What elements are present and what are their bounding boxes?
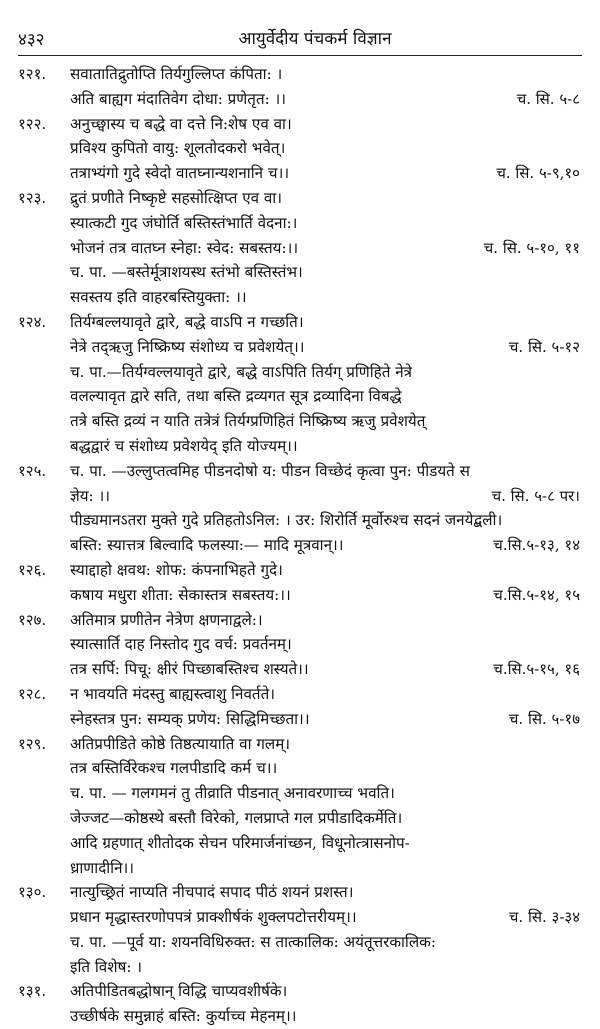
verse-line-text: प्रविश्य कुपितो वायु: शूलतोदकरो भवेत्। — [70, 139, 286, 158]
source-reference: च. सि. ५-१०, ११ — [478, 236, 580, 261]
verse-line — [0, 732, 600, 757]
verse-line-text: उच्छीर्षके समुन्नाहं बस्ति: कुर्याच्च मेहनम्।। — [70, 1007, 297, 1026]
verse-line — [0, 136, 600, 161]
source-reference: च. सि. ५-९,१० — [490, 161, 580, 186]
source-reference: च. सि. ५-१७ — [503, 707, 580, 732]
verse-block — [0, 459, 600, 558]
verse-number: १३१. — [18, 982, 47, 1001]
verse-line — [0, 781, 600, 806]
verse-line — [0, 608, 600, 633]
verse-line — [0, 856, 600, 881]
page-header — [0, 0, 600, 56]
verse-line-text: स्यात्कटी गुद जंघोर्ति बस्तिस्तंभार्ति वेदना:। — [70, 213, 298, 232]
verse-number: १२६. — [18, 560, 47, 579]
verse-line-text: प्रधान मृद्धास्तरणोपपत्रं प्राक्शीर्षकं शुक्लपटोत्तरीयम्।। — [70, 908, 357, 927]
verse-number: १२३. — [18, 188, 47, 207]
verse-line-text: सवस्तय इति वाहरबस्तियुक्ता: ।। — [70, 288, 247, 307]
verse-block — [0, 979, 600, 1029]
verse-line — [0, 979, 600, 1004]
source-reference: च.सि.५-१५, १६ — [487, 657, 580, 682]
verse-line-text: अति बाह्यग मंदातिवेग दोधा: प्रणेतृत: ।। — [70, 89, 287, 108]
verse-block — [0, 186, 600, 310]
verse-line — [0, 384, 600, 409]
verse-line-text: च. पा. —पूर्व या: शयनविधिरुक्त: स तात्कालिक: अयंतूत्तरकालिक: — [70, 932, 436, 951]
verse-line — [0, 905, 600, 930]
verse-line-text: अतिप्रपीडिते कोष्ठे तिष्ठत्यायाति वा गलम्। — [70, 734, 291, 753]
verse-line-text: बस्ति: स्यात्तत्र बिल्वादि फलस्या:— मादि मूत्रवान्।। — [70, 536, 344, 555]
verse-line-text: जेज्जट—कोष्ठस्थे बस्तौ विरेको, गलप्राप्ते गल प्रपीडादिकर्मेति। — [70, 808, 403, 827]
verse-line — [0, 360, 600, 385]
verse-line-text: तत्र सर्पि: पिचू: क्षीरं पिच्छाबस्तिश्च शस्यते।। — [70, 660, 309, 679]
verse-line — [0, 236, 600, 261]
verse-line — [0, 186, 600, 211]
verse-line-text: स्यात्सार्ति दाह निस्तोद गुद वर्च: प्रवर्तनम्। — [70, 635, 292, 654]
verse-line-text: कषाय मधुरा शीता: सेकास्तत्र सबस्तय:।। — [70, 585, 291, 604]
verse-line — [0, 831, 600, 856]
verse-line-text: स्नेहस्तत्र पुन: सम्यक् प्रणेय: सिद्धिमिच्छता।। — [70, 709, 310, 728]
verse-line-text: सवातातिद्रुतोप्ति तिर्यगुल्लिप्त कंपिता: । — [70, 65, 283, 83]
verse-block — [0, 310, 600, 459]
verse-block — [0, 112, 600, 186]
source-reference: च. सि. ३-३४ — [503, 905, 580, 930]
running-title: आयुर्वेदीय पंचकर्म विज्ञान — [238, 29, 392, 49]
verse-line-text: भोजनं तत्र वातघ्न स्नेहा: स्वेद: सबस्तय:।। — [70, 238, 299, 257]
verse-line — [0, 459, 600, 484]
verse-line — [0, 87, 600, 112]
verse-line-text: द्रुतं प्रणीते निष्कृष्टे सहसोत्क्षिप्त एव वा। — [70, 188, 282, 207]
verse-line — [0, 1004, 600, 1029]
verse-line — [0, 930, 600, 955]
verse-number: १२१. — [18, 65, 47, 83]
verse-line-text: तिर्यग्बल्लयावृते द्वारे, बद्धे वाऽपि न गच्छति। — [70, 312, 304, 331]
source-reference: च. सि. ५-१२ — [503, 335, 580, 360]
verse-line — [0, 161, 600, 186]
verse-line-text: अतिपीडितबद्धोषान् विद्धि चाप्यवशीर्षके। — [70, 982, 288, 1001]
verse-number: १२४. — [18, 312, 47, 331]
verse-line-text: वलल्यावृत द्वारे सति, तथा बस्ति द्रव्यगत सूत्र द्रव्यादिना विबद्धे — [70, 387, 402, 406]
verse-line — [0, 632, 600, 657]
verse-line-text: अनुच्छ्वास्य च बद्धे वा दत्ते नि:शेष एव वा। — [70, 114, 292, 133]
source-reference: च. सि. ५-८ पर। — [486, 484, 580, 509]
verse-line — [0, 434, 600, 459]
verse-line — [0, 484, 600, 509]
verse-number: १२९. — [18, 734, 47, 753]
verse-line — [0, 211, 600, 236]
verse-line — [0, 533, 600, 558]
verse-block — [0, 558, 600, 608]
verse-line-text: आदि ग्रहणात् शीतोदक सेचन परिमार्जनांच्छन, विधूनोत्त्रासनोप- — [70, 833, 410, 852]
verse-line — [0, 657, 600, 682]
source-reference: च. सि. ५-८ — [511, 87, 580, 112]
verse-line — [0, 558, 600, 583]
verse-number: १२५. — [18, 461, 47, 480]
verse-line-text: च. पा. —उल्लुप्तत्वमिह पीडनदोषो य: पीडन विच्छेदं कृत्वा पुन: पीडयते स — [70, 461, 470, 480]
verse-line — [0, 335, 600, 360]
verse-line-text: नेत्रे तद्‍‌ऋजु निष्क्रिष्य संशोध्य च प्रवेशयेत्।। — [70, 337, 305, 356]
verse-line — [0, 409, 600, 434]
verse-line — [0, 260, 600, 285]
verse-block — [0, 880, 600, 979]
verse-line-text: अतिमात्र प्रणीतेन नेत्रेण क्षणनाद्वले:। — [70, 610, 263, 629]
verse-line-text: ध्राणादीनि।। — [70, 858, 135, 877]
verse-line — [0, 310, 600, 335]
verse-line — [0, 62, 600, 87]
verse-line — [0, 880, 600, 905]
page-number: ४३२ — [18, 30, 45, 50]
verse-body — [0, 62, 600, 1029]
verse-block — [0, 732, 600, 881]
verse-line — [0, 583, 600, 608]
verse-number: १२२. — [18, 114, 47, 133]
verse-line — [0, 806, 600, 831]
verse-line-text: तत्र बस्तिर्विरेकश्च गलपीडादि कर्म च।। — [70, 759, 278, 778]
verse-line-text: च. पा. —बस्तेर्मूत्राशयस्थ स्तंभो बस्तिस्तंभ। — [70, 263, 303, 282]
verse-line-text: न भावयति मंदस्तु बाह्यस्त्वाशु निवर्तते। — [70, 684, 275, 703]
verse-line — [0, 955, 600, 980]
verse-line-text: बद्धद्वारं च संशोध्य प्रवेशयेद् इति योज्यम्।। — [70, 436, 298, 455]
verse-block — [0, 62, 600, 112]
source-reference: च.सि.५-१३, १४ — [487, 533, 580, 558]
source-reference: च.सि.५-१४, १५ — [487, 583, 580, 608]
verse-line-text: च. पा. — गलगमनं तु तीव्राति पीडनात् अनावरणाच्च भवति। — [70, 784, 395, 803]
header-rule — [18, 55, 582, 56]
verse-line-text: ज्ञेय: ।। — [70, 486, 111, 505]
verse-line-text: तत्रे बस्ति द्रव्यं न याति तत्रेत्रं तिर्यग्प्रणिहितं निष्क्रिष्य ऋजु प्रवेशयेत् — [70, 412, 426, 431]
verse-line — [0, 707, 600, 732]
verse-line-text: नात्युच्छ्रितं नाप्यति नीचपादं सपाद पीठं शयनं प्रशस्त। — [70, 883, 354, 902]
verse-number: १२७. — [18, 610, 47, 629]
verse-line — [0, 508, 600, 533]
verse-line-text: इति विशेष: । — [70, 957, 143, 976]
verse-line — [0, 756, 600, 781]
verse-block — [0, 682, 600, 732]
verse-number: १२८. — [18, 684, 47, 703]
verse-line-text: च. पा.—तिर्यग्वल्लयावृते द्वारे, बद्धे वाऽपिति तिर्यग् प्रणिहिते नेत्रे — [70, 362, 413, 381]
verse-line — [0, 682, 600, 707]
verse-line-text: स्याद्दाहो क्षवथ: शोफ: कंपनाभिहते गुदे। — [70, 560, 283, 579]
verse-line — [0, 285, 600, 310]
verse-block — [0, 608, 600, 682]
verse-line — [0, 112, 600, 137]
verse-number: १३०. — [18, 883, 47, 902]
verse-line-text: पीड्यमानऽतरा मुक्ते गुदे प्रतिहतोऽनिल: । उर: शिरोर्ति मूर्वोरुश्च सदनं जनयेद्बली। — [70, 511, 503, 530]
verse-line-text: तत्राभ्यंगो गुदे स्वेदो वातघ्नान्यशनानि च।। — [70, 164, 290, 183]
